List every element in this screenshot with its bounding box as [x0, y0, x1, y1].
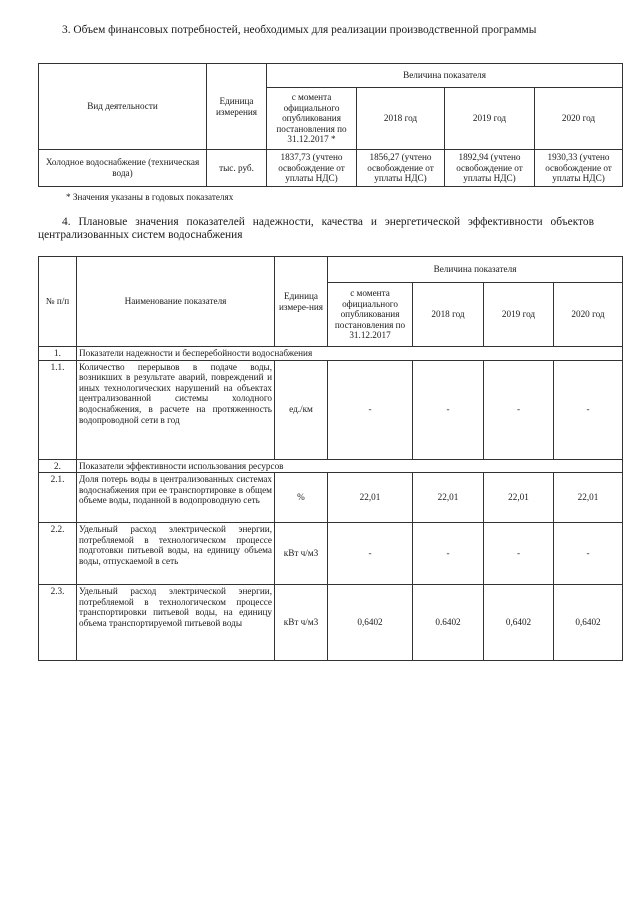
cell-value: 1837,73 (учтено освобождение от уплаты НДС): [267, 150, 357, 187]
row-value: -: [554, 523, 623, 585]
row-value: 0.6402: [413, 585, 484, 661]
row-num: 2.1.: [39, 473, 77, 523]
row-value: -: [554, 360, 623, 459]
indicators-table: [38, 256, 623, 661]
group-title: Показатели эффективности использования ресурсов: [77, 459, 623, 473]
row-value: -: [413, 360, 484, 459]
row-value: 0,6402: [554, 585, 623, 661]
row-value: -: [484, 360, 554, 459]
group-num: 2.: [39, 459, 77, 473]
header-year: 2018 год: [357, 88, 445, 150]
header-name: Наименование показателя: [77, 257, 275, 347]
header-unit: Единица измере-ния: [275, 257, 328, 347]
header-since-publication: с момента официального опубликования постановления по 31.12.2017: [328, 283, 413, 347]
header-year: 2019 год: [484, 283, 554, 347]
row-name: Удельный расход электрической энергии, потребляемой в технологическом процессе транспортировки питьевой воды, на единицу объема транспортируемой питьевой воды: [77, 585, 275, 661]
row-name: Доля потерь воды в централизованных системах водоснабжения при ее транспортировке в общем объеме воды, поданной в водопроводную сеть: [77, 473, 275, 523]
row-value: 0,6402: [328, 585, 413, 661]
header-year: 2019 год: [445, 88, 535, 150]
section4-heading: 4. Плановые значения показателей надежности, качества и энергетической эффективности объектов централизованных систем водоснабжения: [38, 216, 594, 241]
row-unit: %: [275, 473, 328, 523]
header-activity: Вид деятельности: [39, 64, 207, 150]
header-num: № п/п: [39, 257, 77, 347]
table-row: [39, 585, 623, 661]
header-since-publication: с момента официального опубликования постановления по 31.12.2017 *: [267, 88, 357, 150]
group-row: [39, 459, 623, 473]
table-row: [39, 360, 623, 459]
group-title: Показатели надежности и бесперебойности водоснабжения: [77, 347, 623, 361]
cell-value: 1892,94 (учтено освобождение от уплаты НДС): [445, 150, 535, 187]
row-value: 0,6402: [484, 585, 554, 661]
row-num: 2.3.: [39, 585, 77, 661]
row-value: 22,01: [484, 473, 554, 523]
row-unit: ед./км: [275, 360, 328, 459]
row-unit: кВт ч/м3: [275, 523, 328, 585]
header-year: 2020 год: [535, 88, 623, 150]
header-unit: Единица измерения: [207, 64, 267, 150]
row-name: Количество перерывов в подаче воды, возникших в результате аварий, повреждений и иных технологических нарушений на объектах централизованной системы холодного водоснабжения, в расчете на протяженность водопроводной сети в год: [77, 360, 275, 459]
footnote: * Значения указаны в годовых показателях: [66, 192, 234, 202]
group-row: [39, 347, 623, 361]
group-num: 1.: [39, 347, 77, 361]
row-value: -: [328, 360, 413, 459]
section3-heading: 3. Объем финансовых потребностей, необходимых для реализации производственной программы: [62, 24, 537, 36]
table-row: [39, 473, 623, 523]
row-value: 22,01: [413, 473, 484, 523]
table-row: [39, 523, 623, 585]
row-value: 22,01: [554, 473, 623, 523]
cell-unit: тыс. руб.: [207, 150, 267, 187]
header-value-group: Величина показателя: [267, 64, 623, 88]
cell-activity: Холодное водоснабжение (техническая вода): [39, 150, 207, 187]
financial-needs-table: [38, 63, 623, 187]
cell-value: 1930,33 (учтено освобождение от уплаты НДС): [535, 150, 623, 187]
row-value: -: [328, 523, 413, 585]
header-year: 2020 год: [554, 283, 623, 347]
row-name: Удельный расход электрической энергии, потребляемой в технологическом процессе подготовки питьевой воды, на единицу объема воды, отпускаемой в сеть: [77, 523, 275, 585]
row-value: 22,01: [328, 473, 413, 523]
row-value: -: [484, 523, 554, 585]
row-unit: кВт ч/м3: [275, 585, 328, 661]
row-value: -: [413, 523, 484, 585]
header-value-group: Величина показателя: [328, 257, 623, 283]
row-num: 1.1.: [39, 360, 77, 459]
cell-value: 1856,27 (учтено освобождение от уплаты НДС): [357, 150, 445, 187]
table-row: [39, 150, 623, 187]
row-num: 2.2.: [39, 523, 77, 585]
header-year: 2018 год: [413, 283, 484, 347]
